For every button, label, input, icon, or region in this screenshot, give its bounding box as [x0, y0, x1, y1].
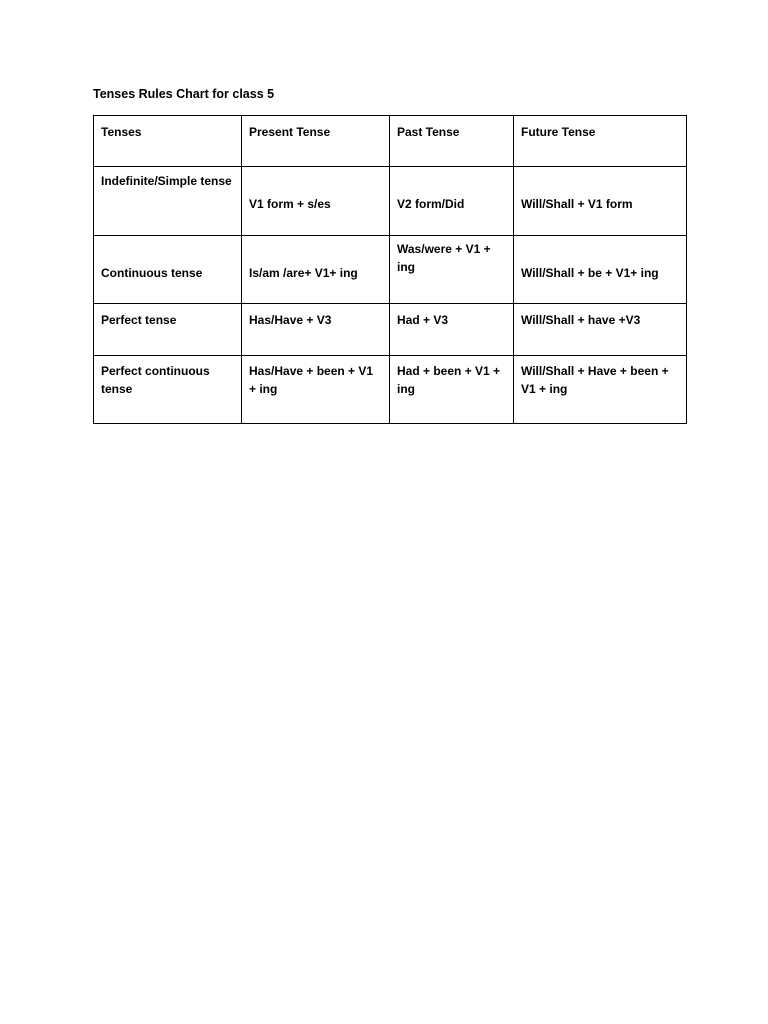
- present-tense-cell: Has/Have + V3: [242, 304, 390, 356]
- present-tense-cell: V1 form + s/es: [242, 167, 390, 236]
- past-tense-cell: Had + been + V1 + ing: [390, 356, 514, 424]
- header-cell-tenses: Tenses: [94, 116, 242, 167]
- tense-name-cell: Perfect tense: [94, 304, 242, 356]
- past-tense-cell: Was/were + V1 + ing: [390, 236, 514, 304]
- table-row: [94, 236, 687, 304]
- page-title: Tenses Rules Chart for class 5: [93, 87, 275, 101]
- future-tense-cell: Will/Shall + V1 form: [514, 167, 687, 236]
- tense-name-cell: Perfect continuous tense: [94, 356, 242, 424]
- table-header-row: [94, 116, 687, 167]
- header-cell-future-tense: Future Tense: [514, 116, 687, 167]
- header-cell-present-tense: Present Tense: [242, 116, 390, 167]
- table-row: [94, 167, 687, 236]
- tense-name-cell: Indefinite/Simple tense: [94, 167, 242, 236]
- present-tense-cell: Is/am /are+ V1+ ing: [242, 236, 390, 304]
- past-tense-cell: Had + V3: [390, 304, 514, 356]
- tense-name-cell: Continuous tense: [94, 236, 242, 304]
- present-tense-cell: Has/Have + been + V1 + ing: [242, 356, 390, 424]
- header-cell-past-tense: Past Tense: [390, 116, 514, 167]
- future-tense-cell: Will/Shall + be + V1+ ing: [514, 236, 687, 304]
- future-tense-cell: Will/Shall + have +V3: [514, 304, 687, 356]
- table-row: [94, 356, 687, 424]
- tenses-rules-table: [93, 115, 687, 424]
- future-tense-cell: Will/Shall + Have + been + V1 + ing: [514, 356, 687, 424]
- past-tense-cell: V2 form/Did: [390, 167, 514, 236]
- table-row: [94, 304, 687, 356]
